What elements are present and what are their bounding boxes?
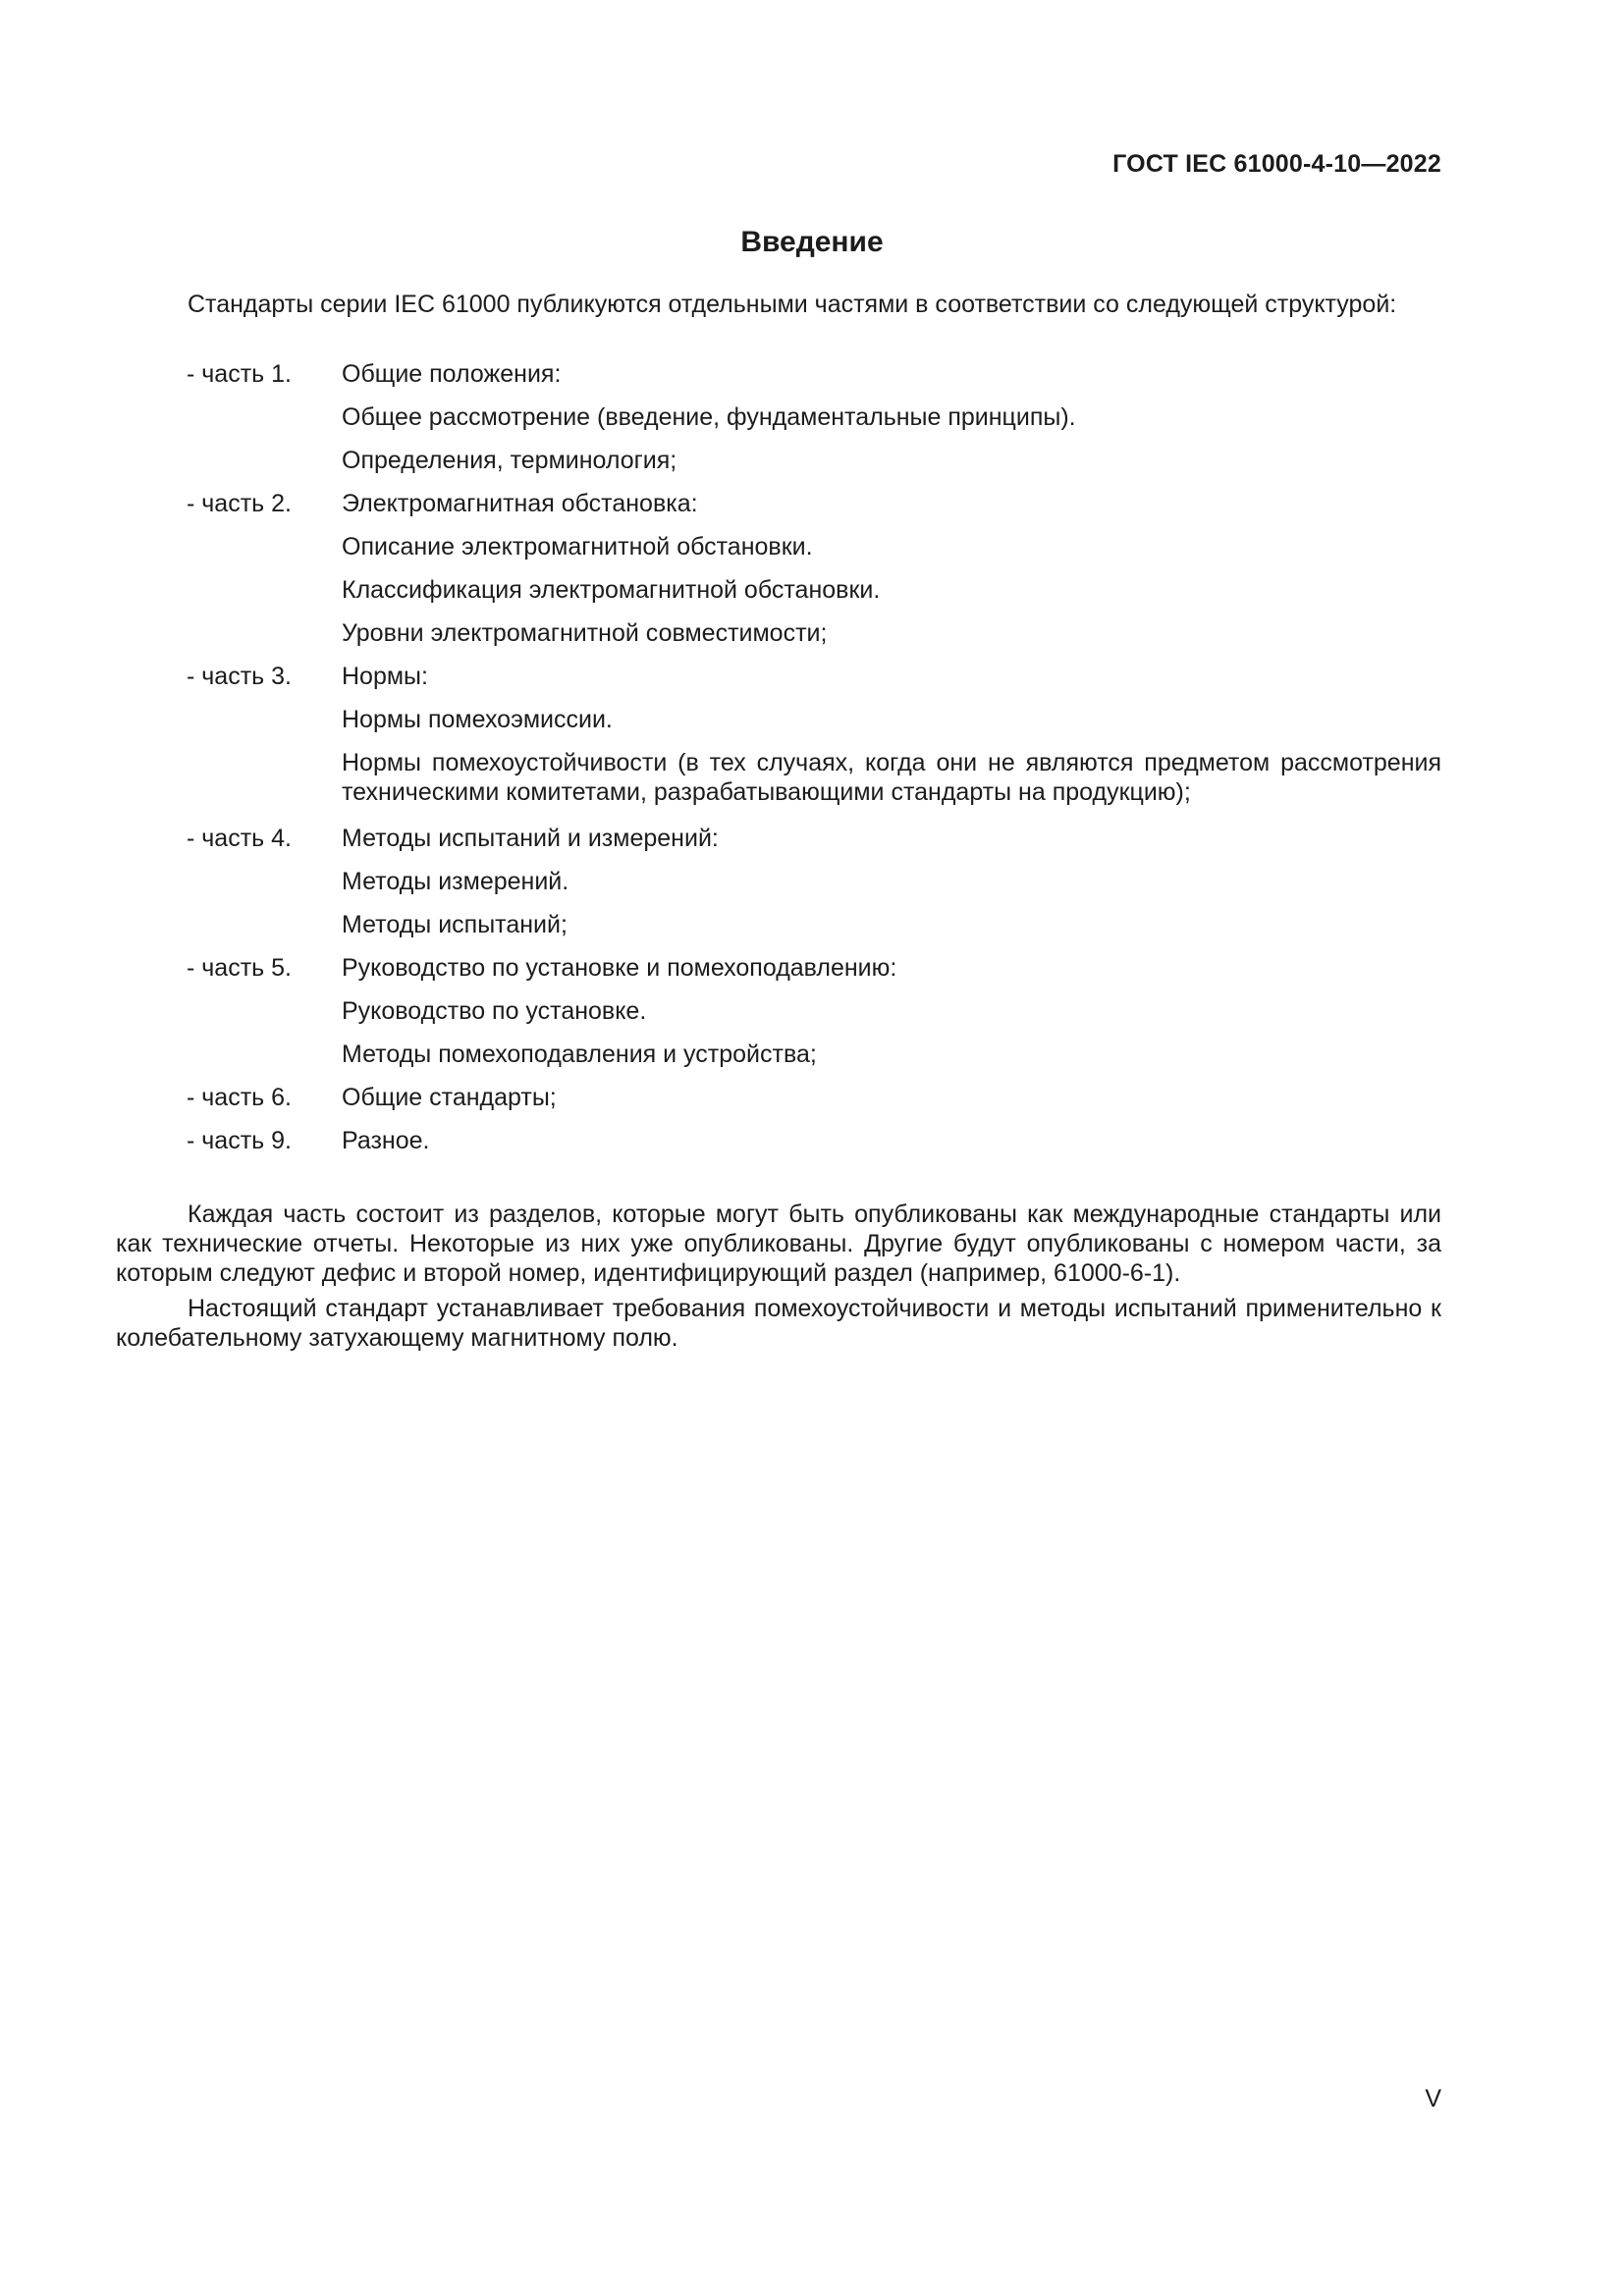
part-label: - часть 1. [187, 360, 292, 388]
part-subitem: Общее рассмотрение (введение, фундаментальные принципы). [342, 403, 1076, 431]
section-title: Введение [740, 226, 884, 258]
part-label: - часть 5. [187, 954, 292, 982]
closing-block [116, 1200, 1441, 1353]
part-title: Общие положения: [342, 360, 562, 388]
part-row [0, 359, 1624, 402]
part-subitem: Нормы помехоустойчивости (в тех случаях, когда они не являются предметом рассмотрения техническими комитетами, разрабатывающими стандарты на продукцию); [342, 749, 1441, 806]
part-subitem: Классификация электромагнитной обстановки. [342, 576, 881, 604]
part-label: - часть 4. [187, 825, 292, 852]
part-subitem: Методы испытаний; [342, 911, 568, 938]
part-row [0, 953, 1624, 996]
part-label: - часть 3. [187, 663, 292, 690]
scope-paragraph: Настоящий стандарт устанавливает требования помехоустойчивости и методы испытаний применительно к колебательному затухающему магнитному полю. [116, 1295, 1441, 1352]
part-row [0, 824, 1624, 867]
part-label: - часть 9. [187, 1127, 292, 1154]
part-subitem: Уровни электромагнитной совместимости; [342, 619, 828, 647]
part-subitem: Определения, терминология; [342, 447, 677, 474]
part-title: Общие стандарты; [342, 1084, 557, 1111]
page-number: V [1425, 2085, 1441, 2112]
part-row [0, 1126, 1624, 1169]
part-title: Нормы: [342, 663, 428, 690]
part-row [0, 662, 1624, 705]
part-subitem: Методы помехоподавления и устройства; [342, 1041, 817, 1068]
part-subitem: Методы измерений. [342, 868, 569, 895]
part-subitem: Руководство по установке. [342, 997, 647, 1025]
parts-list [0, 359, 1624, 1169]
document-code: ГОСТ IEC 61000-4-10—2022 [1112, 150, 1441, 178]
part-label: - часть 2. [187, 490, 292, 517]
closing-paragraph: Каждая часть состоит из разделов, которые могут быть опубликованы как международные стандарты или как технические отчеты. Некоторые из них уже опубликованы. Другие будут опубликованы с номером части, за которым следуют дефис и второй номер, идентифицирующий раздел (например, 61000-6-1). [116, 1201, 1441, 1287]
part-title: Руководство по установке и помехоподавлению: [342, 954, 897, 982]
intro-paragraph: Стандарты серии IEC 61000 публикуются отдельными частями в соответствии со следующей структурой: [188, 291, 1397, 318]
part-title: Электромагнитная обстановка: [342, 490, 698, 517]
part-title: Разное. [342, 1127, 430, 1154]
part-label: - часть 6. [187, 1084, 292, 1111]
part-subitem: Нормы помехоэмиссии. [342, 706, 613, 733]
part-row [0, 489, 1624, 532]
intro-block [116, 290, 1441, 319]
part-title: Методы испытаний и измерений: [342, 825, 719, 852]
part-subitem: Описание электромагнитной обстановки. [342, 533, 813, 561]
part-row [0, 1083, 1624, 1126]
